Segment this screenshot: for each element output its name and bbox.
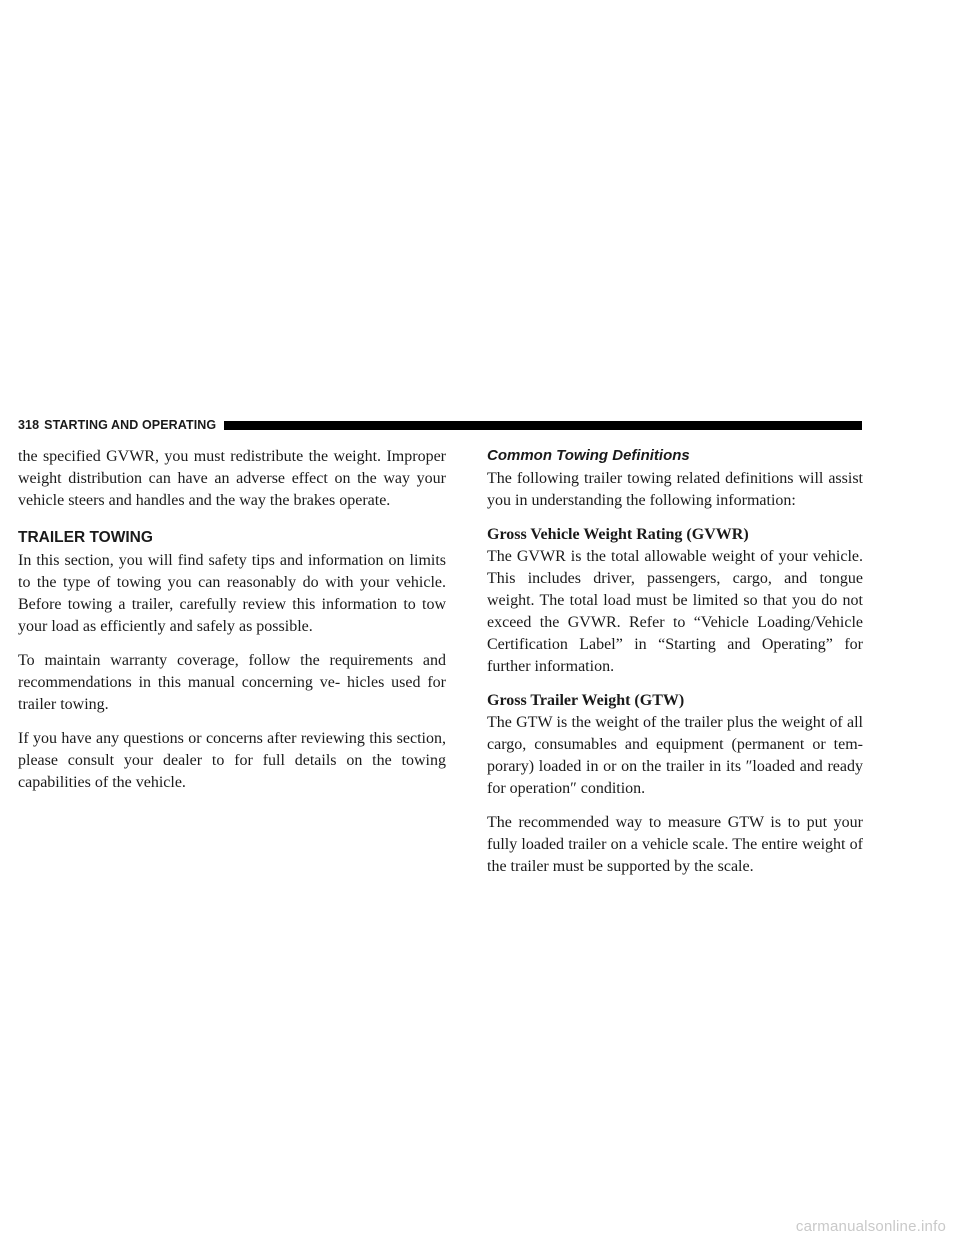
gvwr-heading: Gross Vehicle Weight Rating (GVWR)	[487, 526, 749, 543]
trailer-towing-paragraph-1: In this section, you will find safety tips and information on limits to the type of towing you can reasonably do with your vehicle. Before towing a trailer, carefully review this information to tow your load as efficiently and safely as possible.	[18, 552, 446, 635]
right-column	[487, 446, 863, 890]
page-number: 318	[18, 418, 40, 432]
page-header	[18, 418, 862, 432]
gvwr-paragraph: The GVWR is the total allowable weight of your vehicle. This includes driver, passengers, cargo, and tongue weight. The total load must be limited so that you do not exceed the GVWR. Refer to “Vehicle Loading/Vehicle Certification Label” in “Starting and Operating” for further information.	[487, 548, 863, 675]
gtw-paragraph: The GTW is the weight of the trailer plus the weight of all cargo, consumables and equipment (permanent or tem- porary) loaded in or on the trailer in its ″loaded and ready for operation″ condition.	[487, 714, 863, 797]
definitions-intro: The following trailer towing related definitions will assist you in understanding the following information:	[487, 470, 863, 509]
watermark: carmanualsonline.info	[795, 1218, 946, 1235]
trailer-towing-paragraph-3: If you have any questions or concerns after reviewing this section, please consult your dealer to for full details on the towing capabilities of the vehicle.	[18, 730, 446, 791]
left-column	[18, 446, 446, 806]
section-title: STARTING AND OPERATING	[44, 418, 217, 432]
towing-definitions-heading: Common Towing Definitions	[487, 447, 690, 464]
gtw-measure-paragraph: The recommended way to measure GTW is to put your fully loaded trailer on a vehicle scale. The entire weight of the trailer must be supported by the scale.	[487, 814, 863, 875]
header-rule	[224, 421, 862, 430]
gtw-heading: Gross Trailer Weight (GTW)	[487, 692, 685, 709]
trailer-towing-paragraph-2: To maintain warranty coverage, follow the requirements and recommendations in this manual concerning ve- hicles used for trailer towing.	[18, 652, 446, 713]
trailer-towing-heading: TRAILER TOWING	[18, 529, 153, 546]
continued-paragraph: the specified GVWR, you must redistribute the weight. Improper weight distribution can have an adverse effect on the way your vehicle steers and handles and the way the brakes operate.	[18, 448, 446, 509]
